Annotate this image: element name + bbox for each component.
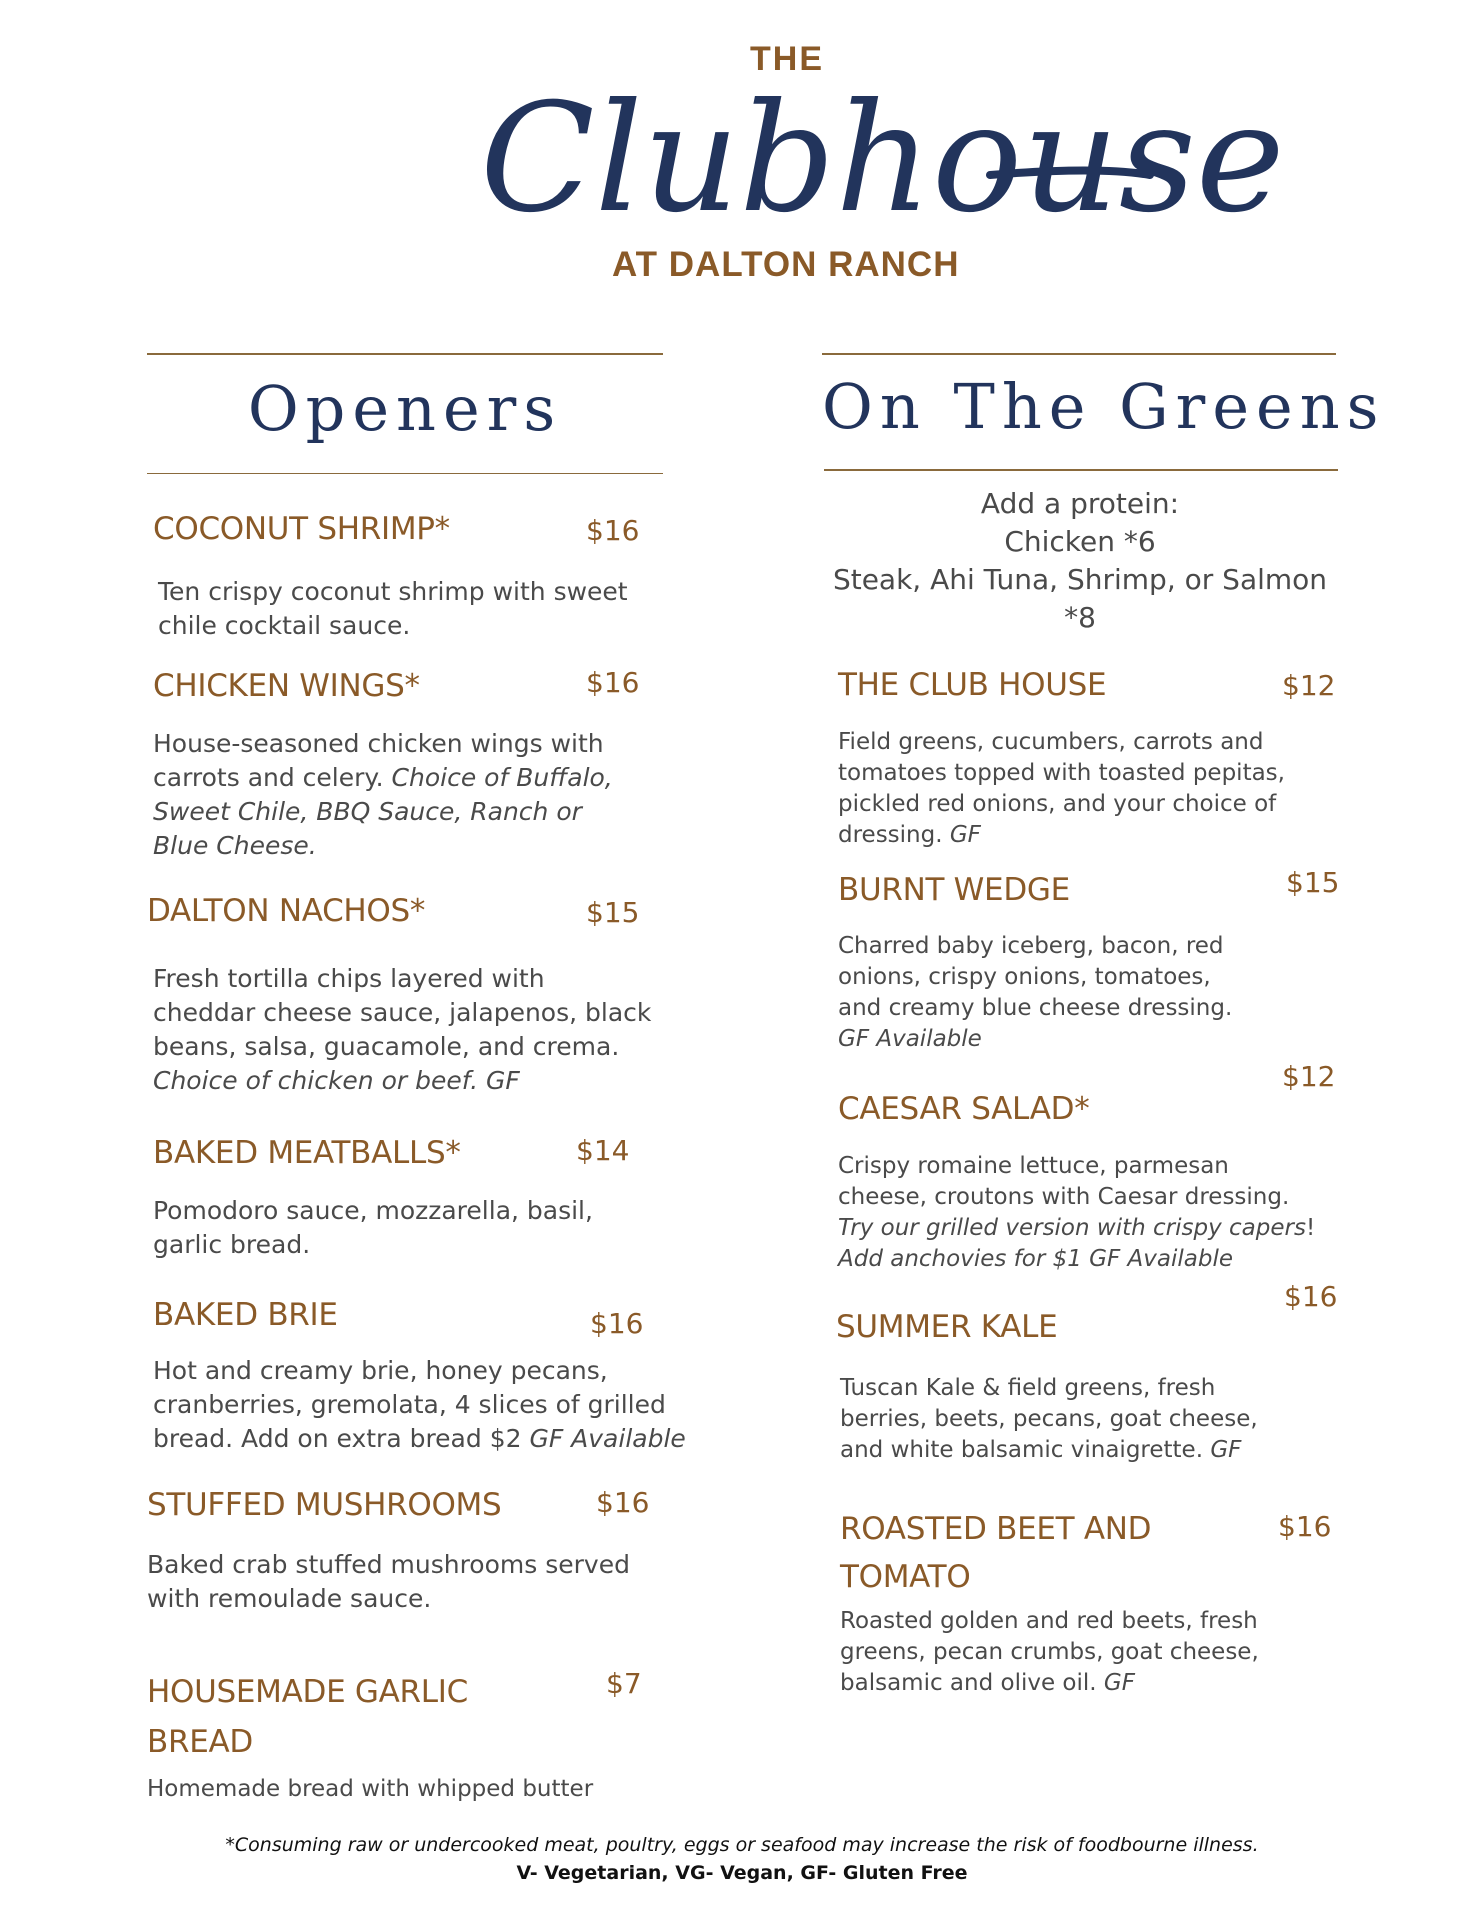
menu-item-price: $16 <box>586 666 640 699</box>
greens-bottom-rule <box>824 469 1338 471</box>
menu-item-price: $14 <box>576 1134 630 1167</box>
menu-item-description: Hot and creamy brie, honey pecans, cranberries, gremolata, 4 slices of grilled bread. Add on extra bread $2 GF Available <box>153 1356 686 1453</box>
logo-flourish <box>990 170 1150 175</box>
menu-item-description: Pomodoro sauce, mozzarella, basil, garlic bread. <box>153 1196 593 1259</box>
logo-subtitle: AT DALTON RANCH <box>612 245 960 284</box>
menu-item-price: $16 <box>586 514 640 547</box>
menu-item-description: House-seasoned chicken wings with carrots and celery. Choice of Buffalo, Sweet Chile, BBQ Sauce, Ranch or Blue Cheese. <box>153 729 613 860</box>
menu-item-name: DALTON NACHOS* <box>147 893 426 929</box>
menu-item-description: Field greens, cucumbers, carrots and tomatoes topped with toasted pepitas, pickled red onions, and your choice of dressing. GF <box>838 729 1285 848</box>
logo-the: THE <box>750 40 824 78</box>
protein-line: *8 <box>1064 601 1096 634</box>
menu-item-name: SUMMER KALE <box>836 1309 1058 1345</box>
menu-item-description: Roasted golden and red beets, fresh greens, pecan crumbs, goat cheese, balsamic and olive oil. GF <box>840 1608 1259 1696</box>
menu-item-name: CHICKEN WINGS* <box>153 668 420 704</box>
menu-item-price: $16 <box>1284 1280 1338 1313</box>
footer-disclaimer: *Consuming raw or undercooked meat, poultry, eggs or seafood may increase the risk of foodbourne illness. <box>225 1834 1259 1856</box>
menu-item-name: HOUSEMADE GARLIC BREAD <box>147 1674 468 1760</box>
menu-item-price: $16 <box>1278 1510 1332 1543</box>
openers-top-rule <box>147 353 663 355</box>
menu-item-price: $15 <box>1286 866 1340 899</box>
logo <box>470 10 1285 290</box>
openers-bottom-rule <box>147 473 663 474</box>
menu-item-price: $12 <box>1282 669 1336 702</box>
protein-line: Steak, Ahi Tuna, Shrimp, or Salmon <box>832 563 1328 596</box>
greens-title: On The Greens <box>822 370 1386 443</box>
menu-item-name: THE CLUB HOUSE <box>838 667 1107 703</box>
greens-top-rule <box>822 353 1336 355</box>
menu-item-price: $15 <box>586 896 640 929</box>
logo-script-text: Clubhouse <box>480 72 1285 246</box>
menu-item-description: Tuscan Kale & field greens, fresh berries, beets, pecans, goat cheese, and white balsamic vinaigrette. GF <box>840 1375 1258 1463</box>
protein-addon <box>830 485 1330 637</box>
menu-item-name: BURNT WEDGE <box>838 872 1070 908</box>
footer-diet-key: V- Vegetarian, VG- Vegan, GF- Gluten Free <box>516 1862 968 1884</box>
menu-item-description: Crispy romaine lettuce, parmesan cheese, croutons with Caesar dressing. Try our grilled version with crispy capers! Add anchovies for $1 GF Available <box>838 1153 1316 1272</box>
menu-item-name: BAKED MEATBALLS* <box>153 1135 461 1171</box>
menu-item-name: CAESAR SALAD* <box>838 1091 1090 1127</box>
protein-line: Chicken *6 <box>1004 525 1156 558</box>
menu-item-description: Baked crab stuffed mushrooms served with remoulade sauce. <box>147 1550 630 1613</box>
menu-item-description: Charred baby iceberg, bacon, red onions, crispy onions, tomatoes, and creamy blue cheese dressing. GF Available <box>838 933 1233 1052</box>
menu-item-name: BAKED BRIE <box>153 1297 338 1333</box>
menu-item-description: Fresh tortilla chips layered with cheddar cheese sauce, jalapenos, black beans, salsa, guacamole, and crema. Choice of chicken or beef. GF <box>153 964 652 1095</box>
menu-item-price: $16 <box>590 1307 644 1340</box>
menu-item-price: $12 <box>1282 1060 1336 1093</box>
openers-title: Openers <box>247 372 563 445</box>
menu-item-price: $7 <box>606 1667 642 1700</box>
menu-item-description: Ten crispy coconut shrimp with sweet chile cocktail sauce. <box>158 577 628 640</box>
protein-line: Add a protein: <box>980 487 1180 520</box>
menu-item-name: ROASTED BEET AND TOMATO <box>840 1511 1152 1595</box>
menu-item-description: Homemade bread with whipped butter <box>147 1776 594 1802</box>
menu-item-price: $16 <box>596 1486 650 1519</box>
menu-item-name: COCONUT SHRIMP* <box>153 511 450 547</box>
menu-item-name: STUFFED MUSHROOMS <box>147 1487 502 1523</box>
